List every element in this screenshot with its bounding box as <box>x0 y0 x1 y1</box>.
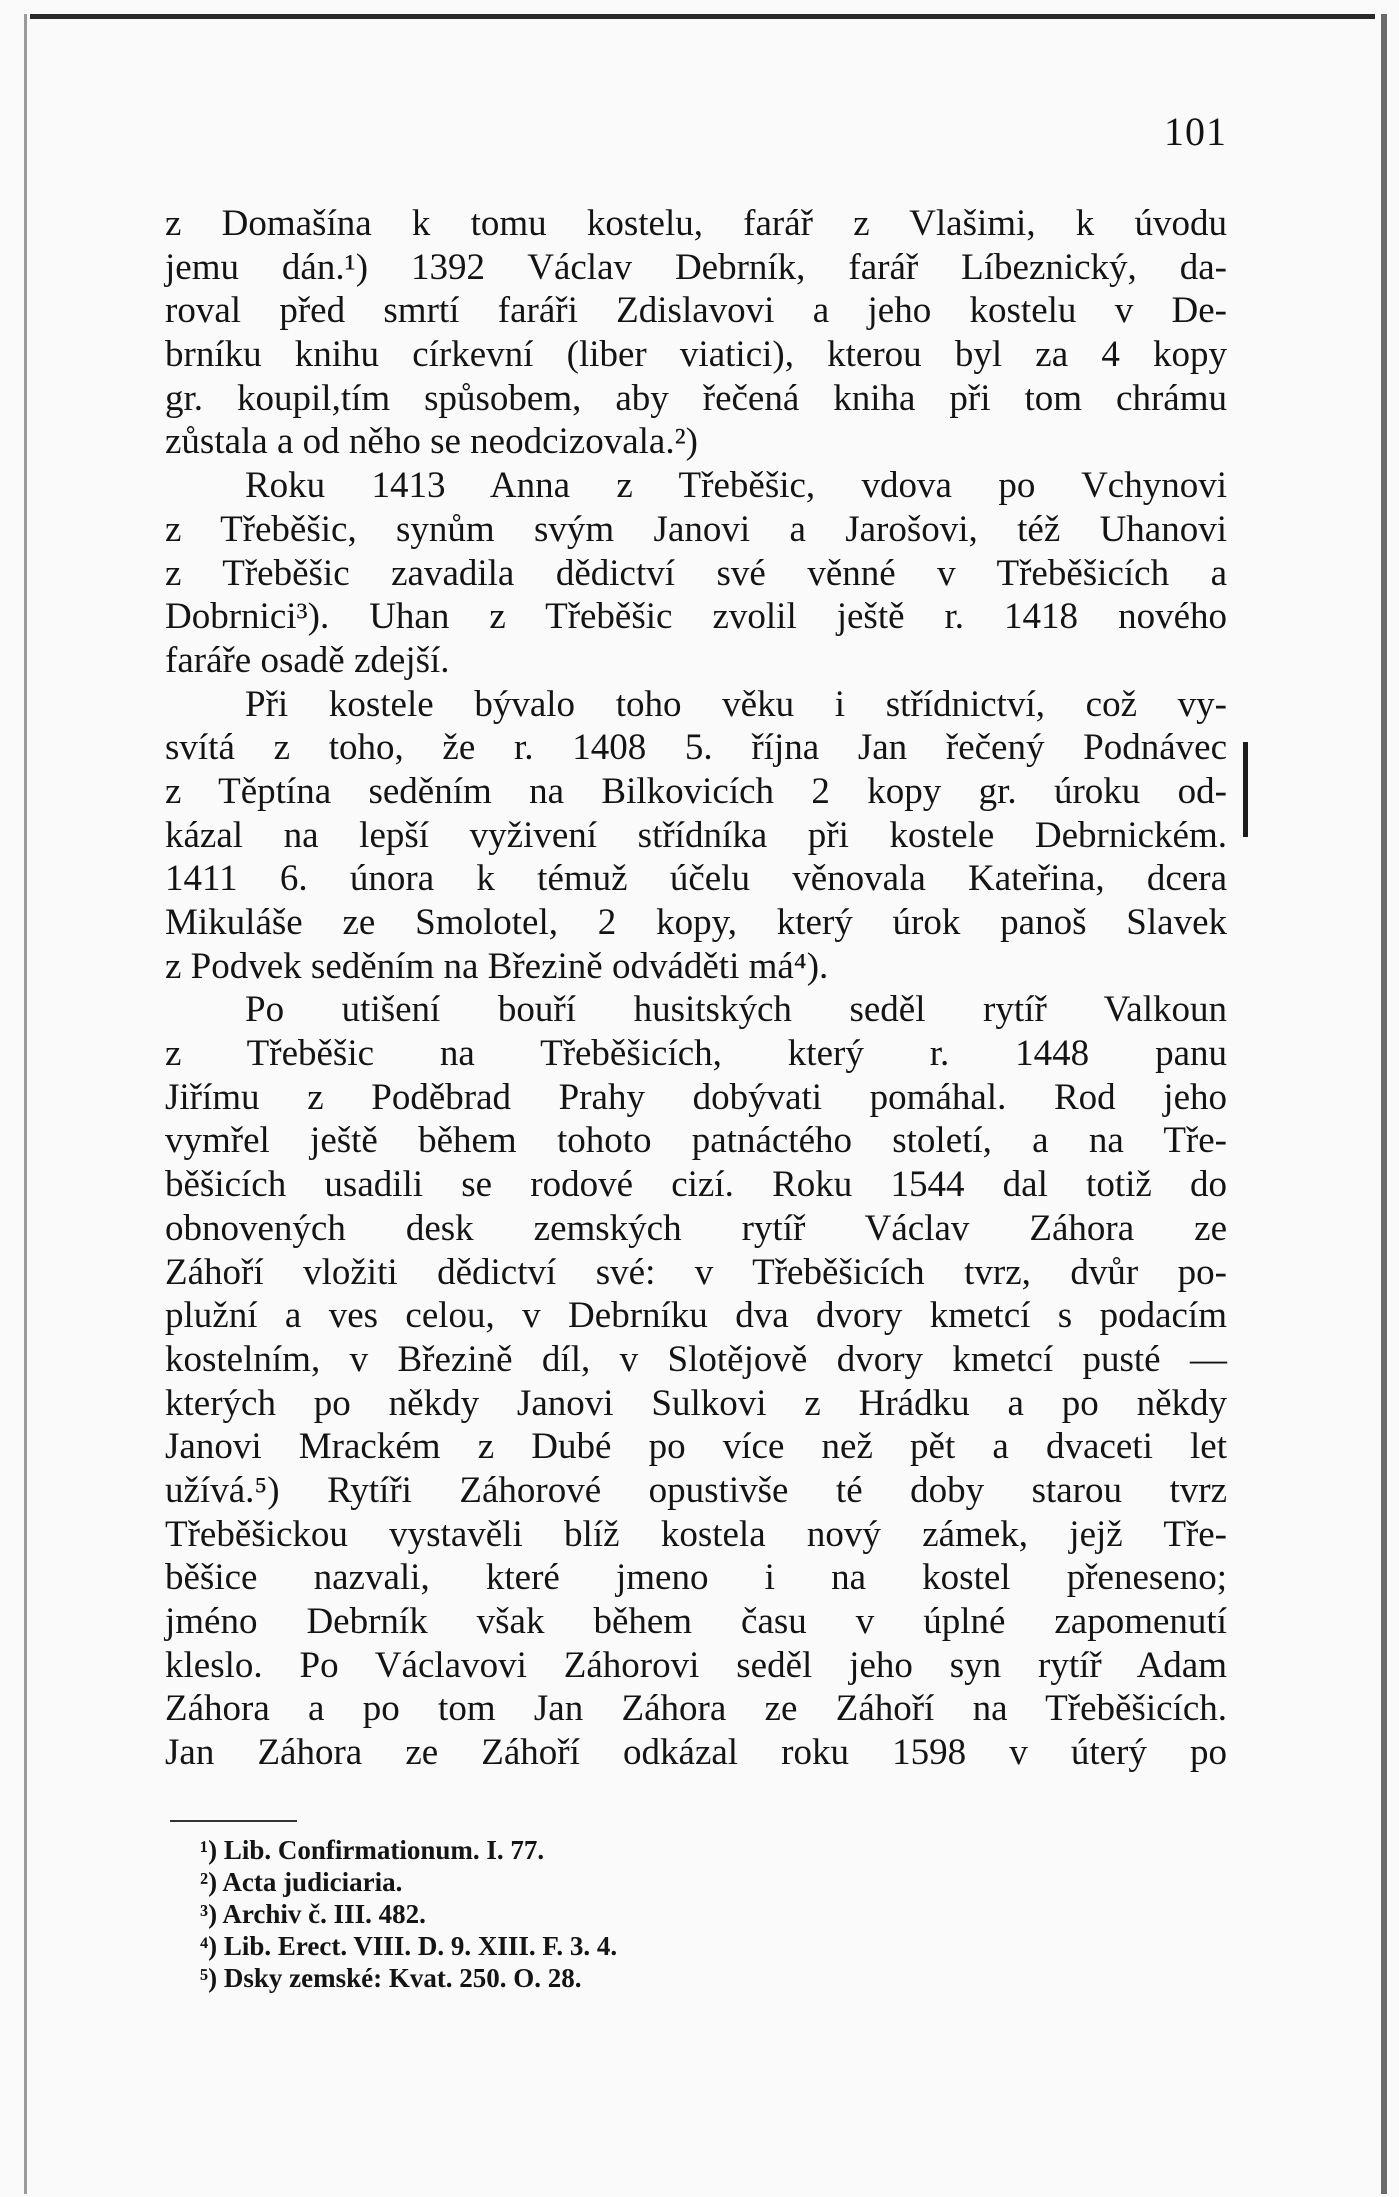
page-number: 101 <box>1164 109 1227 154</box>
text-line: běšicích usadili se rodové cizí. Roku 1544 dal totiž do <box>165 1164 1227 1206</box>
text-line: svítá z toho, že r. 1408 5. října Jan řečený Podnávec <box>165 727 1227 769</box>
footnote: ⁵) Dsky zemské: Kvat. 250. O. 28. <box>200 1963 582 1993</box>
text-line: užívá.⁵) Rytíři Záhorové opustivše té doby starou tvrz <box>165 1469 1227 1511</box>
text-line: kterých po někdy Janovi Sulkovi z Hrádku a po někdy <box>165 1382 1227 1424</box>
text-line: Jiřímu z Poděbrad Prahy dobývati pomáhal. Rod jeho <box>165 1076 1227 1118</box>
text-line: z Třeběšic na Třeběšicích, který r. 1448 panu <box>165 1033 1227 1075</box>
text-line: kleslo. Po Václavovi Záhorovi seděl jeho syn rytíř Adam <box>165 1644 1227 1686</box>
footnote: ⁴) Lib. Erect. VIII. D. 9. XIII. F. 3. 4. <box>200 1931 618 1961</box>
text-line: Záhoří vložiti dědictví své: v Třeběšicích tvrz, dvůr po- <box>165 1251 1227 1293</box>
text-line: 1411 6. února k témuž účelu věnovala Kateřina, dcera <box>165 858 1227 900</box>
text-line: Roku 1413 Anna z Třeběšic, vdova po Vchynovi <box>245 465 1227 507</box>
top-edge-rule <box>30 14 1375 19</box>
text-line: Při kostele bývalo toho věku i střídnictví, což vy- <box>245 683 1227 725</box>
text-line: Po utišení bouří husitských seděl rytíř Valkoun <box>245 989 1227 1031</box>
text-line: kázal na lepší vyživení střídníka při kostele Debrnickém. <box>165 814 1227 856</box>
text-line: z Domašína k tomu kostelu, farář z Vlašimi, k úvodu <box>165 203 1227 244</box>
text-line: Janovi Mrackém z Dubé po více než pět a dvaceti let <box>165 1426 1227 1468</box>
text-line: faráře osadě zdejší. <box>165 639 450 681</box>
right-edge-rule <box>1381 14 1387 2194</box>
body-text <box>165 202 1227 1775</box>
text-line: gr. koupil,tím spůsobem, aby řečená kniha při tom chrámu <box>165 377 1227 419</box>
footnotes <box>200 1834 617 1994</box>
footnote: ¹) Lib. Confirmationum. I. 77. <box>200 1835 545 1865</box>
text-line: jemu dán.¹) 1392 Václav Debrník, farář Líbeznický, da- <box>165 246 1227 288</box>
text-line: z Třeběšic zavadila dědictví své věnné v Třeběšicích a <box>165 552 1227 594</box>
footnote: ³) Archiv č. III. 482. <box>200 1899 426 1929</box>
left-edge-rule <box>24 14 27 2194</box>
text-line: roval před smrtí faráři Zdislavovi a jeho kostelu v De- <box>165 290 1227 332</box>
text-line: zůstala a od něho se neodcizovala.²) <box>165 421 698 463</box>
margin-mark <box>1243 742 1248 837</box>
text-line: kostelním, v Březině díl, v Slotějově dvory kmetcí pusté — <box>165 1338 1227 1380</box>
text-line: běšice nazvali, které jmeno i na kostel přeneseno; <box>165 1557 1227 1599</box>
footnote: ²) Acta judiciaria. <box>200 1867 403 1897</box>
text-line: Třeběšickou vystavěli blíž kostela nový zámek, jejž Tře- <box>165 1513 1227 1555</box>
text-line: jméno Debrník však během času v úplné zapomenutí <box>165 1601 1227 1642</box>
text-line: Mikuláše ze Smolotel, 2 kopy, který úrok panoš Slavek <box>165 902 1227 943</box>
text-line: Jan Záhora ze Záhoří odkázal roku 1598 v úterý po <box>165 1732 1227 1774</box>
text-line: z Těptína seděním na Bilkovicích 2 kopy gr. úroku od- <box>165 770 1227 812</box>
text-line: vymřel ještě během tohoto patnáctého století, a na Tře- <box>165 1120 1227 1162</box>
text-line: z Třeběšic, synům svým Janovi a Jarošovi, též Uhanovi <box>165 508 1227 550</box>
text-line: brníku knihu církevní (liber viatici), kterou byl za 4 kopy <box>165 334 1227 376</box>
text-line: Dobrnici³). Uhan z Třeběšic zvolil ještě r. 1418 nového <box>165 596 1227 638</box>
text-line: obnovených desk zemských rytíř Václav Záhora ze <box>165 1207 1227 1249</box>
footnote-separator <box>170 1820 297 1822</box>
text-line: plužní a ves celou, v Debrníku dva dvory kmetcí s podacím <box>165 1295 1227 1337</box>
text-line: Záhora a po tom Jan Záhora ze Záhoří na Třeběšicích. <box>165 1688 1227 1730</box>
text-line: z Podvek seděním na Březině odváděti má⁴). <box>165 945 829 987</box>
